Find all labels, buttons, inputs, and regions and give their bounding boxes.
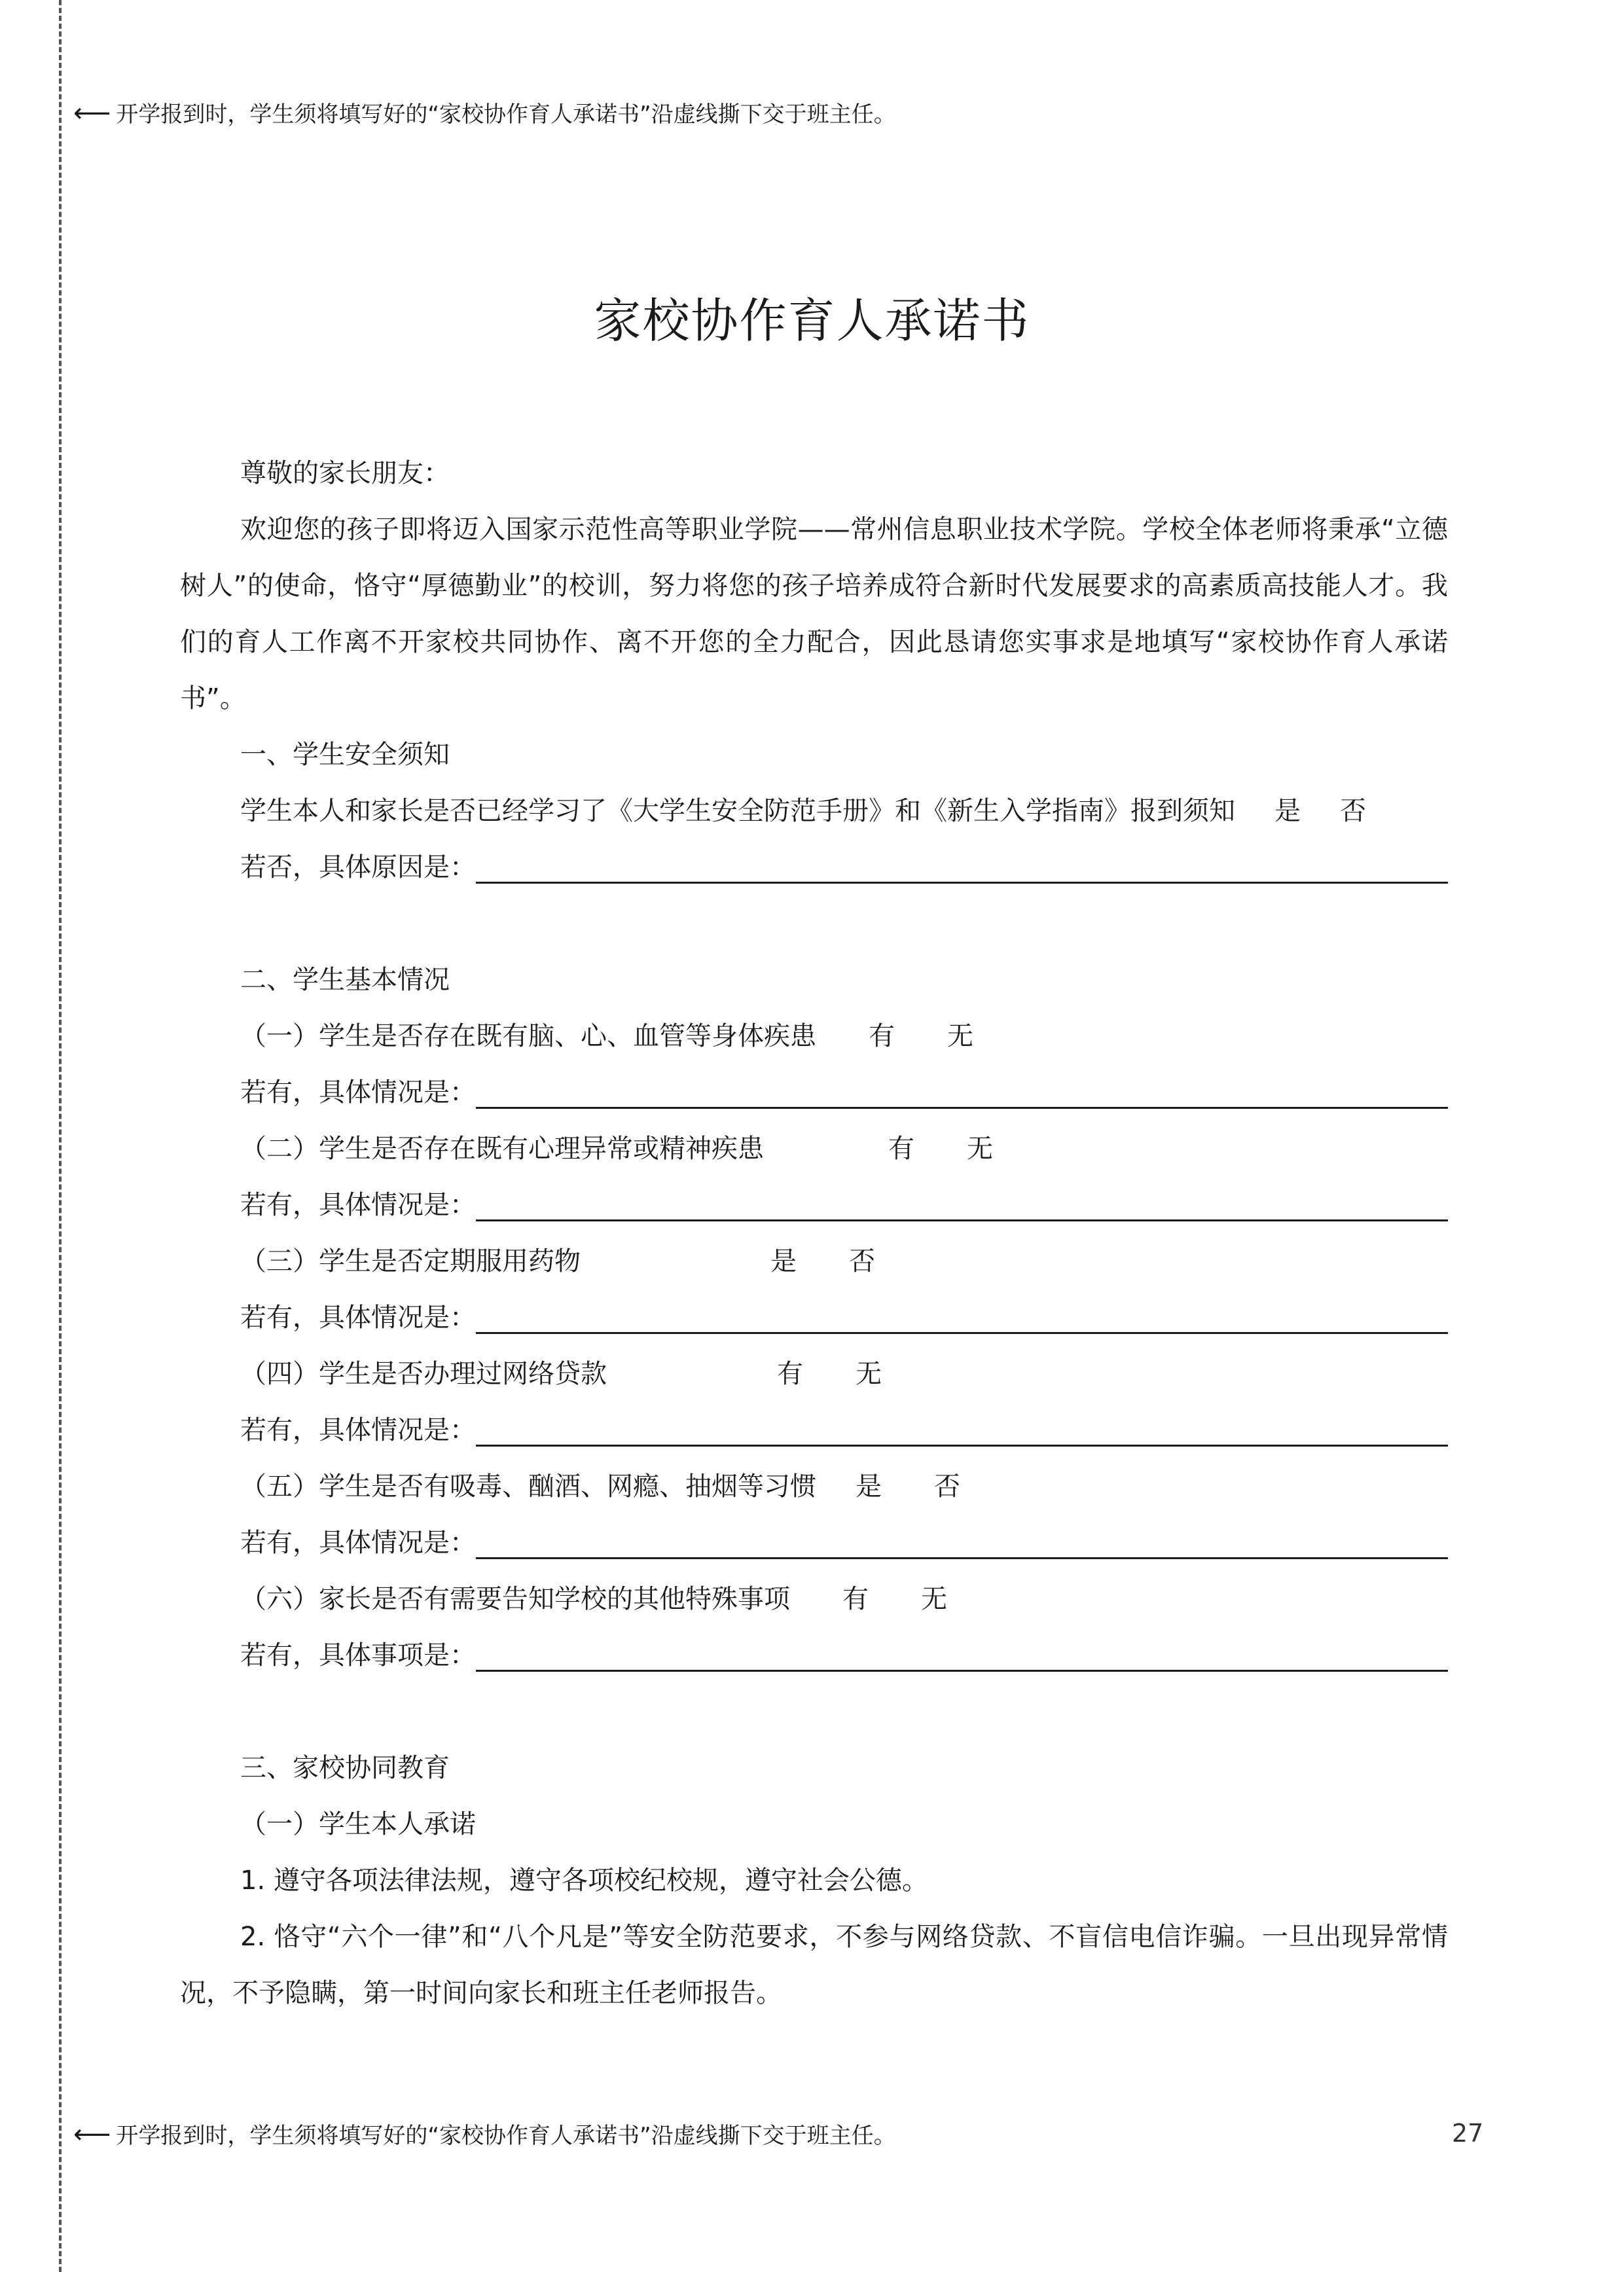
question-text: （五）学生是否有吸毒、酗酒、网瘾、抽烟等习惯 (240, 1471, 816, 1502)
fill-blank-line[interactable] (476, 1332, 1448, 1334)
question-text: （二）学生是否存在既有心理异常或精神疾患 (240, 1134, 764, 1164)
option-yes[interactable]: 是 (856, 1471, 882, 1502)
option-yes[interactable]: 有 (842, 1584, 869, 1614)
tear-notice-text: 开学报到时，学生须将填写好的“家校协作育人承诺书”沿虚线撕下交于班主任。 (116, 2123, 896, 2149)
intro-paragraph: 欢迎您的孩子即将迈入国家示范性高等职业学院——常州信息职业技术学院。学校全体老师将秉承“立德树人”的使命，恪守“厚德勤业”的校训，努力将您的孩子培养成符合新时代发展要求的高素质高技能人才。我们的育人工作离不开家校共同协作、离不开您的全力配合，因此恳请您实事求是地填写“家校协作育人承诺书”。 (180, 514, 1448, 713)
section2-fill-row-1 (180, 1064, 1448, 1121)
question-text: （三）学生是否定期服用药物 (240, 1246, 581, 1276)
section2-question-5 (180, 1458, 1448, 1515)
tear-notice-text: 开学报到时，学生须将填写好的“家校协作育人承诺书”沿虚线撕下交于班主任。 (116, 101, 896, 128)
section2-question-6 (180, 1571, 1448, 1627)
tear-notice-top (73, 97, 896, 131)
arrow-left-icon: ⟵ (73, 98, 111, 128)
option-yes[interactable]: 有 (869, 1021, 895, 1051)
fill-blank-line[interactable] (476, 1107, 1448, 1109)
fill-label: 若有，具体情况是： (240, 1528, 476, 1558)
fill-blank-line[interactable] (476, 1670, 1448, 1672)
option-no[interactable]: 否 (849, 1246, 875, 1276)
fill-blank-line[interactable] (476, 1557, 1448, 1559)
fill-blank-line[interactable] (476, 1445, 1448, 1447)
question-text: （六）家长是否有需要告知学校的其他特殊事项 (240, 1584, 790, 1614)
question-text: （四）学生是否办理过网络贷款 (240, 1359, 607, 1389)
tear-notice-bottom (73, 2118, 896, 2152)
page-number: 27 (1452, 2119, 1484, 2148)
option-no[interactable]: 无 (856, 1359, 882, 1389)
section2-fill-row-3 (180, 1289, 1448, 1346)
salutation: 尊敬的家长朋友： (240, 458, 450, 488)
fill-label: 若有，具体情况是： (240, 1303, 476, 1333)
section2-fill-row-6 (180, 1627, 1448, 1684)
section3-item-2: 2. 恪守“六个一律”和“八个凡是”等安全防范要求，不参与网络贷款、不盲信电信诈骗。一旦出现异常情况，不予隐瞒，第一时间向家长和班主任老师报告。 (180, 1922, 1448, 2008)
section2-question-1 (180, 1008, 1448, 1064)
option-yes[interactable]: 有 (777, 1359, 803, 1389)
document-title: 家校协作育人承诺书 (594, 293, 1030, 348)
fill-blank-line[interactable] (476, 1219, 1448, 1221)
section2-fill-row-2 (180, 1177, 1448, 1233)
option-yes[interactable]: 是 (770, 1246, 797, 1276)
section3-sub-heading: （一）学生本人承诺 (240, 1809, 476, 1839)
section1-question (180, 783, 1448, 839)
section2-fill-row-5 (180, 1515, 1448, 1571)
fill-label: 若否，具体原因是： (240, 852, 476, 882)
fill-label: 若有，具体情况是： (240, 1077, 476, 1108)
fill-label: 若有，具体情况是： (240, 1190, 476, 1220)
fill-label: 若有，具体事项是： (240, 1640, 476, 1670)
section3-item-1: 1. 遵守各项法律法规，遵守各项校纪校规，遵守社会公德。 (240, 1866, 928, 1896)
section2-fill-row-4 (180, 1402, 1448, 1458)
option-yes[interactable]: 有 (888, 1134, 914, 1164)
option-yes[interactable]: 是 (1274, 796, 1301, 826)
section3-heading: 三、家校协同教育 (240, 1753, 450, 1783)
option-no[interactable]: 无 (947, 1021, 973, 1051)
fill-blank-line[interactable] (476, 882, 1448, 884)
question-text: （一）学生是否存在既有脑、心、血管等身体疾患 (240, 1021, 816, 1051)
fill-label: 若有，具体情况是： (240, 1415, 476, 1445)
option-no[interactable]: 否 (1340, 796, 1366, 826)
question-text: 学生本人和家长是否已经学习了《大学生安全防范手册》和《新生入学指南》报到须知 (240, 796, 1235, 826)
section2-question-4 (180, 1346, 1448, 1402)
option-no[interactable]: 否 (934, 1471, 960, 1502)
section2-question-2 (180, 1121, 1448, 1177)
section2-question-3 (180, 1233, 1448, 1289)
section1-fill-row (180, 839, 1448, 895)
document-body (180, 445, 1448, 2021)
option-no[interactable]: 无 (967, 1134, 993, 1164)
arrow-left-icon: ⟵ (73, 2119, 111, 2150)
section1-heading: 一、学生安全须知 (240, 740, 450, 770)
section2-heading: 二、学生基本情况 (240, 965, 450, 995)
option-no[interactable]: 无 (921, 1584, 947, 1614)
